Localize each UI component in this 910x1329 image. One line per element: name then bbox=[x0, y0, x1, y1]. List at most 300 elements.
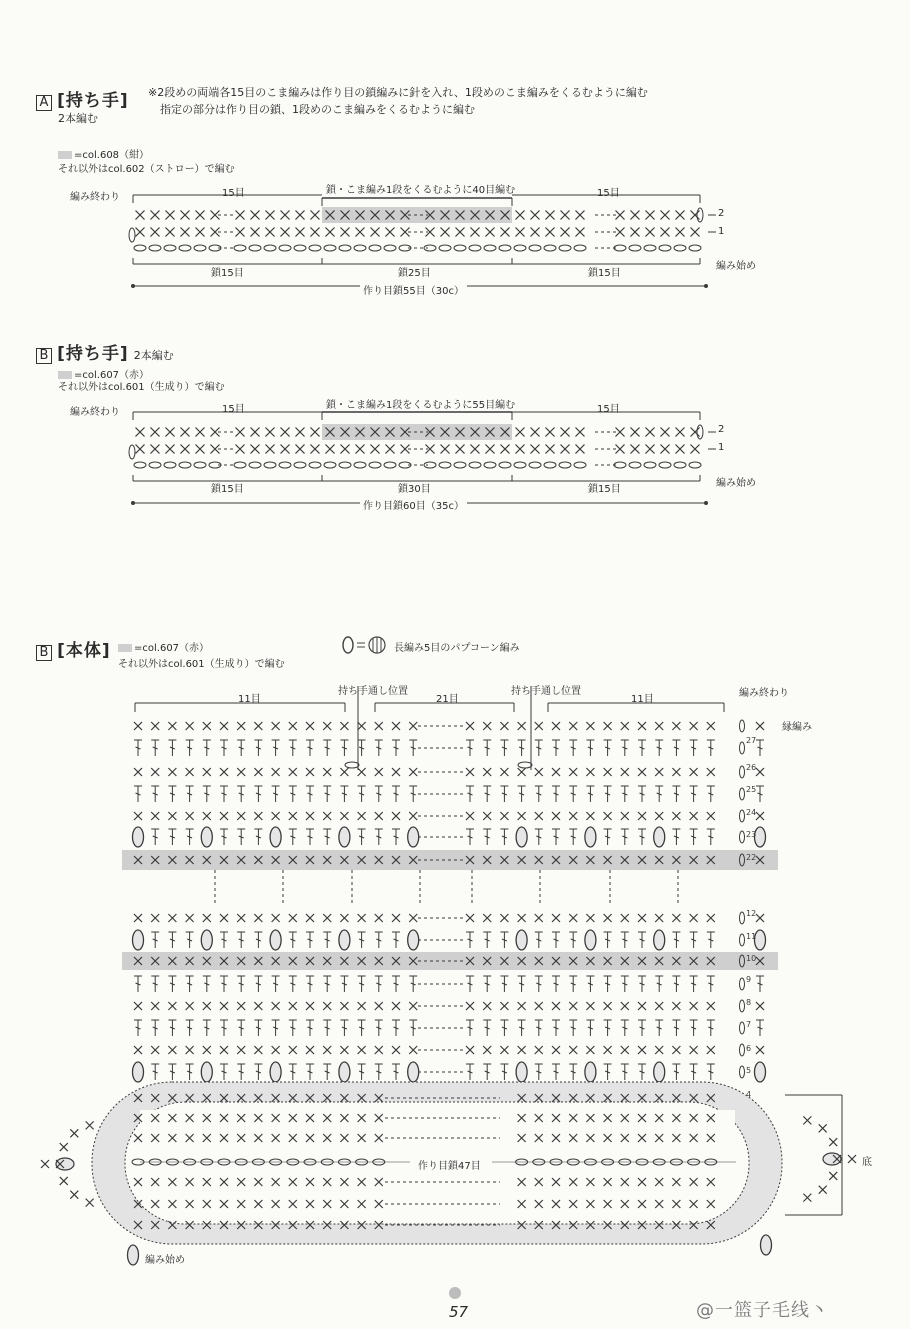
single-crochet-mark bbox=[358, 768, 366, 776]
shade-swatch bbox=[58, 151, 72, 159]
double-crochet-mark bbox=[254, 786, 262, 802]
single-crochet-mark bbox=[151, 812, 159, 820]
single-crochet-mark bbox=[296, 228, 305, 237]
chain-mark bbox=[279, 245, 291, 251]
turning-chain bbox=[740, 1044, 745, 1056]
double-crochet-mark bbox=[604, 932, 612, 948]
double-crochet-mark bbox=[535, 740, 543, 756]
popcorn-mark bbox=[56, 1158, 74, 1170]
row-number: 23 bbox=[746, 830, 757, 839]
double-crochet-mark bbox=[151, 1064, 159, 1080]
single-crochet-mark bbox=[466, 1002, 474, 1010]
single-crochet-mark bbox=[646, 445, 655, 454]
single-crochet-mark bbox=[586, 914, 594, 922]
double-crochet-mark bbox=[483, 1064, 491, 1080]
double-crochet-mark bbox=[535, 932, 543, 948]
double-crochet-mark bbox=[375, 786, 383, 802]
chain-mark bbox=[264, 462, 276, 468]
chain-mark bbox=[294, 245, 306, 251]
single-crochet-mark bbox=[289, 1046, 297, 1054]
single-crochet-mark bbox=[281, 428, 290, 437]
single-crochet-mark bbox=[638, 914, 646, 922]
double-crochet-mark bbox=[672, 829, 680, 845]
count-left: 11目 bbox=[238, 694, 261, 705]
turning-chain bbox=[740, 978, 745, 990]
single-crochet-mark bbox=[237, 1002, 245, 1010]
single-crochet-mark bbox=[756, 812, 764, 820]
single-crochet-mark bbox=[237, 722, 245, 730]
single-crochet-mark bbox=[690, 722, 698, 730]
single-crochet-mark bbox=[604, 1002, 612, 1010]
single-crochet-mark bbox=[672, 1002, 680, 1010]
single-crochet-mark bbox=[707, 812, 715, 820]
single-crochet-mark bbox=[604, 768, 612, 776]
turning-chain bbox=[740, 810, 745, 822]
double-crochet-mark bbox=[638, 1020, 646, 1036]
single-crochet-mark bbox=[181, 445, 190, 454]
single-crochet-mark bbox=[306, 812, 314, 820]
single-crochet-mark bbox=[466, 812, 474, 820]
single-crochet-mark bbox=[707, 1002, 715, 1010]
row-1-label: 1 bbox=[718, 442, 725, 453]
single-crochet-mark bbox=[220, 914, 228, 922]
single-crochet-mark bbox=[371, 445, 380, 454]
chain-mark bbox=[234, 462, 246, 468]
double-crochet-mark bbox=[569, 1064, 577, 1080]
single-crochet-mark bbox=[220, 812, 228, 820]
top-mid-note: 鎖・こま編み1段をくるむように55目編む bbox=[326, 400, 516, 411]
double-crochet-mark bbox=[586, 786, 594, 802]
double-crochet-mark bbox=[518, 976, 526, 992]
single-crochet-mark bbox=[151, 1002, 159, 1010]
popcorn-mark bbox=[201, 1062, 212, 1082]
double-crochet-mark bbox=[323, 932, 331, 948]
chain-mark bbox=[629, 245, 641, 251]
single-crochet-mark bbox=[134, 914, 142, 922]
single-crochet-mark bbox=[166, 428, 175, 437]
single-crochet-mark bbox=[236, 445, 245, 454]
single-crochet-mark bbox=[289, 1002, 297, 1010]
total-line-end bbox=[704, 501, 708, 505]
single-crochet-mark bbox=[819, 1124, 827, 1132]
bottom-right-count: 鎖15目 bbox=[588, 484, 621, 495]
single-crochet-mark bbox=[326, 445, 335, 454]
single-crochet-mark bbox=[661, 228, 670, 237]
single-crochet-mark bbox=[136, 211, 145, 220]
single-crochet-mark bbox=[500, 812, 508, 820]
single-crochet-mark bbox=[552, 722, 560, 730]
double-crochet-mark bbox=[306, 740, 314, 756]
single-crochet-mark bbox=[569, 812, 577, 820]
single-crochet-mark bbox=[409, 1046, 417, 1054]
double-crochet-mark bbox=[655, 976, 663, 992]
row-number: 24 bbox=[746, 808, 757, 817]
single-crochet-mark bbox=[569, 1002, 577, 1010]
turning-chain bbox=[740, 766, 745, 778]
double-crochet-mark bbox=[220, 1064, 228, 1080]
chain-mark bbox=[469, 245, 481, 251]
single-crochet-mark bbox=[516, 445, 525, 454]
double-crochet-mark bbox=[707, 829, 715, 845]
double-crochet-mark bbox=[621, 1064, 629, 1080]
top-right-count: 15目 bbox=[597, 404, 620, 415]
single-crochet-mark bbox=[151, 228, 160, 237]
single-crochet-mark bbox=[220, 768, 228, 776]
double-crochet-mark bbox=[690, 740, 698, 756]
chain-mark bbox=[194, 245, 206, 251]
single-crochet-mark bbox=[756, 1002, 764, 1010]
single-crochet-mark bbox=[691, 211, 700, 220]
chain-mark bbox=[644, 245, 656, 251]
double-crochet-mark bbox=[483, 1020, 491, 1036]
single-crochet-mark bbox=[569, 722, 577, 730]
single-crochet-mark bbox=[707, 914, 715, 922]
chain-mark bbox=[659, 245, 671, 251]
popcorn-mark bbox=[585, 1062, 596, 1082]
double-crochet-mark bbox=[552, 1064, 560, 1080]
double-crochet-mark bbox=[604, 1020, 612, 1036]
chain-mark bbox=[249, 245, 261, 251]
single-crochet-mark bbox=[546, 211, 555, 220]
single-crochet-mark bbox=[254, 1002, 262, 1010]
double-crochet-mark bbox=[655, 740, 663, 756]
double-crochet-mark bbox=[203, 976, 211, 992]
single-crochet-mark bbox=[358, 812, 366, 820]
single-crochet-mark bbox=[70, 1129, 78, 1137]
single-crochet-mark bbox=[323, 1046, 331, 1054]
bottom-mid-count: 鎖25目 bbox=[398, 268, 431, 279]
double-crochet-mark bbox=[672, 1064, 680, 1080]
double-crochet-mark bbox=[134, 976, 142, 992]
single-crochet-mark bbox=[471, 228, 480, 237]
double-crochet-mark bbox=[358, 740, 366, 756]
single-crochet-mark bbox=[441, 228, 450, 237]
single-crochet-mark bbox=[134, 722, 142, 730]
single-crochet-mark bbox=[266, 228, 275, 237]
single-crochet-mark bbox=[281, 228, 290, 237]
section-subtitle: 2本編む bbox=[58, 112, 98, 125]
single-crochet-mark bbox=[655, 1002, 663, 1010]
single-crochet-mark bbox=[186, 812, 194, 820]
single-crochet-mark bbox=[552, 768, 560, 776]
double-crochet-mark bbox=[306, 932, 314, 948]
chain-mark bbox=[559, 245, 571, 251]
single-crochet-mark bbox=[829, 1172, 837, 1180]
section-title: [本体] bbox=[57, 641, 111, 661]
end-label: 編み終わり bbox=[70, 407, 120, 418]
double-crochet-mark bbox=[604, 976, 612, 992]
single-crochet-mark bbox=[756, 722, 764, 730]
single-crochet-mark bbox=[196, 445, 205, 454]
double-crochet-mark bbox=[220, 786, 228, 802]
single-crochet-mark bbox=[483, 1046, 491, 1054]
turning-chain bbox=[129, 228, 135, 242]
single-crochet-mark bbox=[358, 1002, 366, 1010]
single-crochet-mark bbox=[409, 1002, 417, 1010]
double-crochet-mark bbox=[672, 786, 680, 802]
popcorn-mark bbox=[270, 1062, 281, 1082]
single-crochet-mark bbox=[546, 428, 555, 437]
single-crochet-mark bbox=[203, 722, 211, 730]
double-crochet-mark bbox=[409, 976, 417, 992]
single-crochet-mark bbox=[86, 1121, 94, 1129]
single-crochet-mark bbox=[672, 1046, 680, 1054]
chain-mark bbox=[469, 462, 481, 468]
chain-mark bbox=[324, 462, 336, 468]
double-crochet-mark bbox=[690, 976, 698, 992]
double-crochet-mark bbox=[237, 740, 245, 756]
row-number: 10 bbox=[746, 954, 757, 963]
double-crochet-mark bbox=[707, 786, 715, 802]
single-crochet-mark bbox=[691, 428, 700, 437]
single-crochet-mark bbox=[371, 228, 380, 237]
single-crochet-mark bbox=[251, 428, 260, 437]
page-ornament-icon bbox=[448, 1286, 462, 1300]
single-crochet-mark bbox=[392, 768, 400, 776]
popcorn-legend-icon bbox=[340, 634, 400, 656]
row-number: 6 bbox=[746, 1044, 752, 1053]
double-crochet-mark bbox=[203, 740, 211, 756]
single-crochet-mark bbox=[466, 768, 474, 776]
single-crochet-mark bbox=[535, 768, 543, 776]
single-crochet-mark bbox=[638, 722, 646, 730]
chain-mark bbox=[499, 462, 511, 468]
section-title: [持ち手] bbox=[57, 91, 129, 111]
chain-mark bbox=[574, 245, 586, 251]
double-crochet-mark bbox=[409, 1020, 417, 1036]
row-number: 11 bbox=[746, 932, 757, 941]
double-crochet-mark bbox=[272, 976, 280, 992]
single-crochet-mark bbox=[655, 812, 663, 820]
single-crochet-mark bbox=[483, 914, 491, 922]
double-crochet-mark bbox=[586, 976, 594, 992]
single-crochet-mark bbox=[500, 768, 508, 776]
single-crochet-mark bbox=[254, 812, 262, 820]
single-crochet-mark bbox=[661, 428, 670, 437]
row-2-label: 2 bbox=[718, 208, 725, 219]
section-letter: B bbox=[36, 645, 52, 661]
turning-chain bbox=[129, 445, 135, 459]
single-crochet-mark bbox=[561, 445, 570, 454]
chain-mark bbox=[644, 462, 656, 468]
turning-chain bbox=[740, 912, 745, 924]
double-crochet-mark bbox=[306, 786, 314, 802]
start-label: 編み始め bbox=[145, 1255, 185, 1266]
double-crochet-mark bbox=[569, 976, 577, 992]
double-crochet-mark bbox=[375, 1064, 383, 1080]
double-crochet-mark bbox=[323, 976, 331, 992]
popcorn-mark bbox=[270, 827, 281, 847]
single-crochet-mark bbox=[151, 1046, 159, 1054]
single-crochet-mark bbox=[311, 211, 320, 220]
double-crochet-mark bbox=[272, 786, 280, 802]
single-crochet-mark bbox=[409, 812, 417, 820]
chain-mark bbox=[354, 462, 366, 468]
single-crochet-mark bbox=[375, 722, 383, 730]
double-crochet-mark bbox=[756, 976, 764, 992]
chain-mark bbox=[369, 462, 381, 468]
turning-chain bbox=[740, 1066, 745, 1078]
single-crochet-mark bbox=[356, 228, 365, 237]
single-crochet-mark bbox=[168, 812, 176, 820]
single-crochet-mark bbox=[483, 812, 491, 820]
chain-mark bbox=[149, 245, 161, 251]
single-crochet-mark bbox=[375, 1002, 383, 1010]
end-label: 編み終わり bbox=[70, 192, 120, 203]
bottom-row bbox=[140, 1110, 735, 1128]
handle-position-right: 持ち手通し位置 bbox=[511, 686, 581, 697]
single-crochet-mark bbox=[531, 445, 540, 454]
double-crochet-mark bbox=[186, 932, 194, 948]
page-number: 57 bbox=[449, 1303, 469, 1321]
double-crochet-mark bbox=[535, 1020, 543, 1036]
double-crochet-mark bbox=[409, 740, 417, 756]
single-crochet-mark bbox=[203, 1002, 211, 1010]
chain-mark bbox=[179, 245, 191, 251]
single-crochet-mark bbox=[466, 1046, 474, 1054]
body-chart bbox=[0, 670, 910, 1290]
double-crochet-mark bbox=[340, 740, 348, 756]
single-crochet-mark bbox=[134, 1002, 142, 1010]
double-crochet-mark bbox=[655, 786, 663, 802]
section-letter: B bbox=[36, 348, 52, 364]
double-crochet-mark bbox=[756, 1020, 764, 1036]
single-crochet-mark bbox=[196, 228, 205, 237]
single-crochet-mark bbox=[289, 812, 297, 820]
single-crochet-mark bbox=[196, 211, 205, 220]
chain-mark bbox=[659, 462, 671, 468]
single-crochet-mark bbox=[340, 1002, 348, 1010]
section-b-body-header bbox=[36, 636, 111, 661]
single-crochet-mark bbox=[326, 228, 335, 237]
single-crochet-mark bbox=[272, 768, 280, 776]
single-crochet-mark bbox=[306, 914, 314, 922]
note-line-2: 指定の部分は作り目の鎖、1段めのこま編みをくるむように編む bbox=[160, 103, 475, 116]
single-crochet-mark bbox=[621, 722, 629, 730]
single-crochet-mark bbox=[569, 1046, 577, 1054]
double-crochet-mark bbox=[306, 1064, 314, 1080]
double-crochet-mark bbox=[168, 932, 176, 948]
turning-chain bbox=[697, 425, 703, 439]
single-crochet-mark bbox=[168, 914, 176, 922]
single-crochet-mark bbox=[616, 228, 625, 237]
double-crochet-mark bbox=[254, 932, 262, 948]
section-subtitle: 2本編む bbox=[133, 349, 174, 362]
single-crochet-mark bbox=[756, 768, 764, 776]
single-crochet-mark bbox=[203, 914, 211, 922]
color-legend-1: =col.608（紺） bbox=[58, 146, 149, 161]
color-legend-2: それ以外はcol.601（生成り）で編む bbox=[58, 382, 225, 393]
double-crochet-mark bbox=[638, 786, 646, 802]
total-line-end bbox=[131, 501, 135, 505]
single-crochet-mark bbox=[151, 445, 160, 454]
single-crochet-mark bbox=[676, 228, 685, 237]
chain-mark bbox=[309, 245, 321, 251]
single-crochet-mark bbox=[60, 1143, 68, 1151]
single-crochet-mark bbox=[518, 722, 526, 730]
single-crochet-mark bbox=[203, 812, 211, 820]
double-crochet-mark bbox=[707, 932, 715, 948]
top-left-count: 15目 bbox=[222, 188, 245, 199]
end-label: 編み終わり bbox=[739, 688, 789, 699]
single-crochet-mark bbox=[646, 428, 655, 437]
row-number: 9 bbox=[746, 975, 752, 984]
single-crochet-mark bbox=[561, 428, 570, 437]
popcorn-mark bbox=[516, 827, 527, 847]
note-line-1: ※2段めの両端各15目のこま編みは作り目の鎖編みに針を入れ、1段めのこま編みをくるむように編む bbox=[148, 86, 648, 99]
double-crochet-mark bbox=[638, 740, 646, 756]
single-crochet-mark bbox=[181, 428, 190, 437]
single-crochet-mark bbox=[707, 722, 715, 730]
double-crochet-mark bbox=[483, 740, 491, 756]
double-crochet-mark bbox=[552, 932, 560, 948]
double-crochet-mark bbox=[690, 786, 698, 802]
chain-mark bbox=[249, 462, 261, 468]
double-crochet-mark bbox=[168, 1020, 176, 1036]
single-crochet-mark bbox=[672, 812, 680, 820]
single-crochet-mark bbox=[471, 445, 480, 454]
single-crochet-mark bbox=[756, 1046, 764, 1054]
single-crochet-mark bbox=[616, 428, 625, 437]
single-crochet-mark bbox=[166, 211, 175, 220]
single-crochet-mark bbox=[136, 445, 145, 454]
double-crochet-mark bbox=[500, 976, 508, 992]
row-number: 22 bbox=[746, 853, 757, 862]
single-crochet-mark bbox=[621, 768, 629, 776]
single-crochet-mark bbox=[586, 722, 594, 730]
color-legend-1: =col.607（赤） bbox=[58, 366, 149, 381]
chain-mark bbox=[674, 245, 686, 251]
single-crochet-mark bbox=[392, 1002, 400, 1010]
double-crochet-mark bbox=[569, 740, 577, 756]
single-crochet-mark bbox=[691, 228, 700, 237]
double-crochet-mark bbox=[237, 932, 245, 948]
popcorn-mark bbox=[755, 1062, 766, 1082]
single-crochet-mark bbox=[486, 445, 495, 454]
single-crochet-mark bbox=[289, 914, 297, 922]
double-crochet-mark bbox=[168, 1064, 176, 1080]
double-crochet-mark bbox=[621, 829, 629, 845]
double-crochet-mark bbox=[466, 829, 474, 845]
double-crochet-mark bbox=[254, 976, 262, 992]
single-crochet-mark bbox=[552, 1046, 560, 1054]
single-crochet-mark bbox=[546, 445, 555, 454]
single-crochet-mark bbox=[516, 211, 525, 220]
single-crochet-mark bbox=[646, 211, 655, 220]
start-label: 編み始め bbox=[716, 478, 756, 489]
double-crochet-mark bbox=[756, 786, 764, 802]
chain-mark bbox=[454, 245, 466, 251]
edge-label: 縁編み bbox=[782, 722, 812, 733]
section-letter: A bbox=[36, 95, 52, 111]
double-crochet-mark bbox=[672, 932, 680, 948]
single-crochet-mark bbox=[254, 722, 262, 730]
single-crochet-mark bbox=[638, 812, 646, 820]
turning-chain bbox=[697, 208, 703, 222]
double-crochet-mark bbox=[552, 786, 560, 802]
single-crochet-mark bbox=[531, 211, 540, 220]
bottom-mid-count: 鎖30目 bbox=[398, 484, 431, 495]
single-crochet-mark bbox=[707, 768, 715, 776]
single-crochet-mark bbox=[281, 445, 290, 454]
single-crochet-mark bbox=[296, 445, 305, 454]
single-crochet-mark bbox=[237, 914, 245, 922]
single-crochet-mark bbox=[819, 1186, 827, 1194]
single-crochet-mark bbox=[672, 914, 680, 922]
single-crochet-mark bbox=[236, 211, 245, 220]
double-crochet-mark bbox=[535, 1064, 543, 1080]
popcorn-mark bbox=[339, 827, 350, 847]
